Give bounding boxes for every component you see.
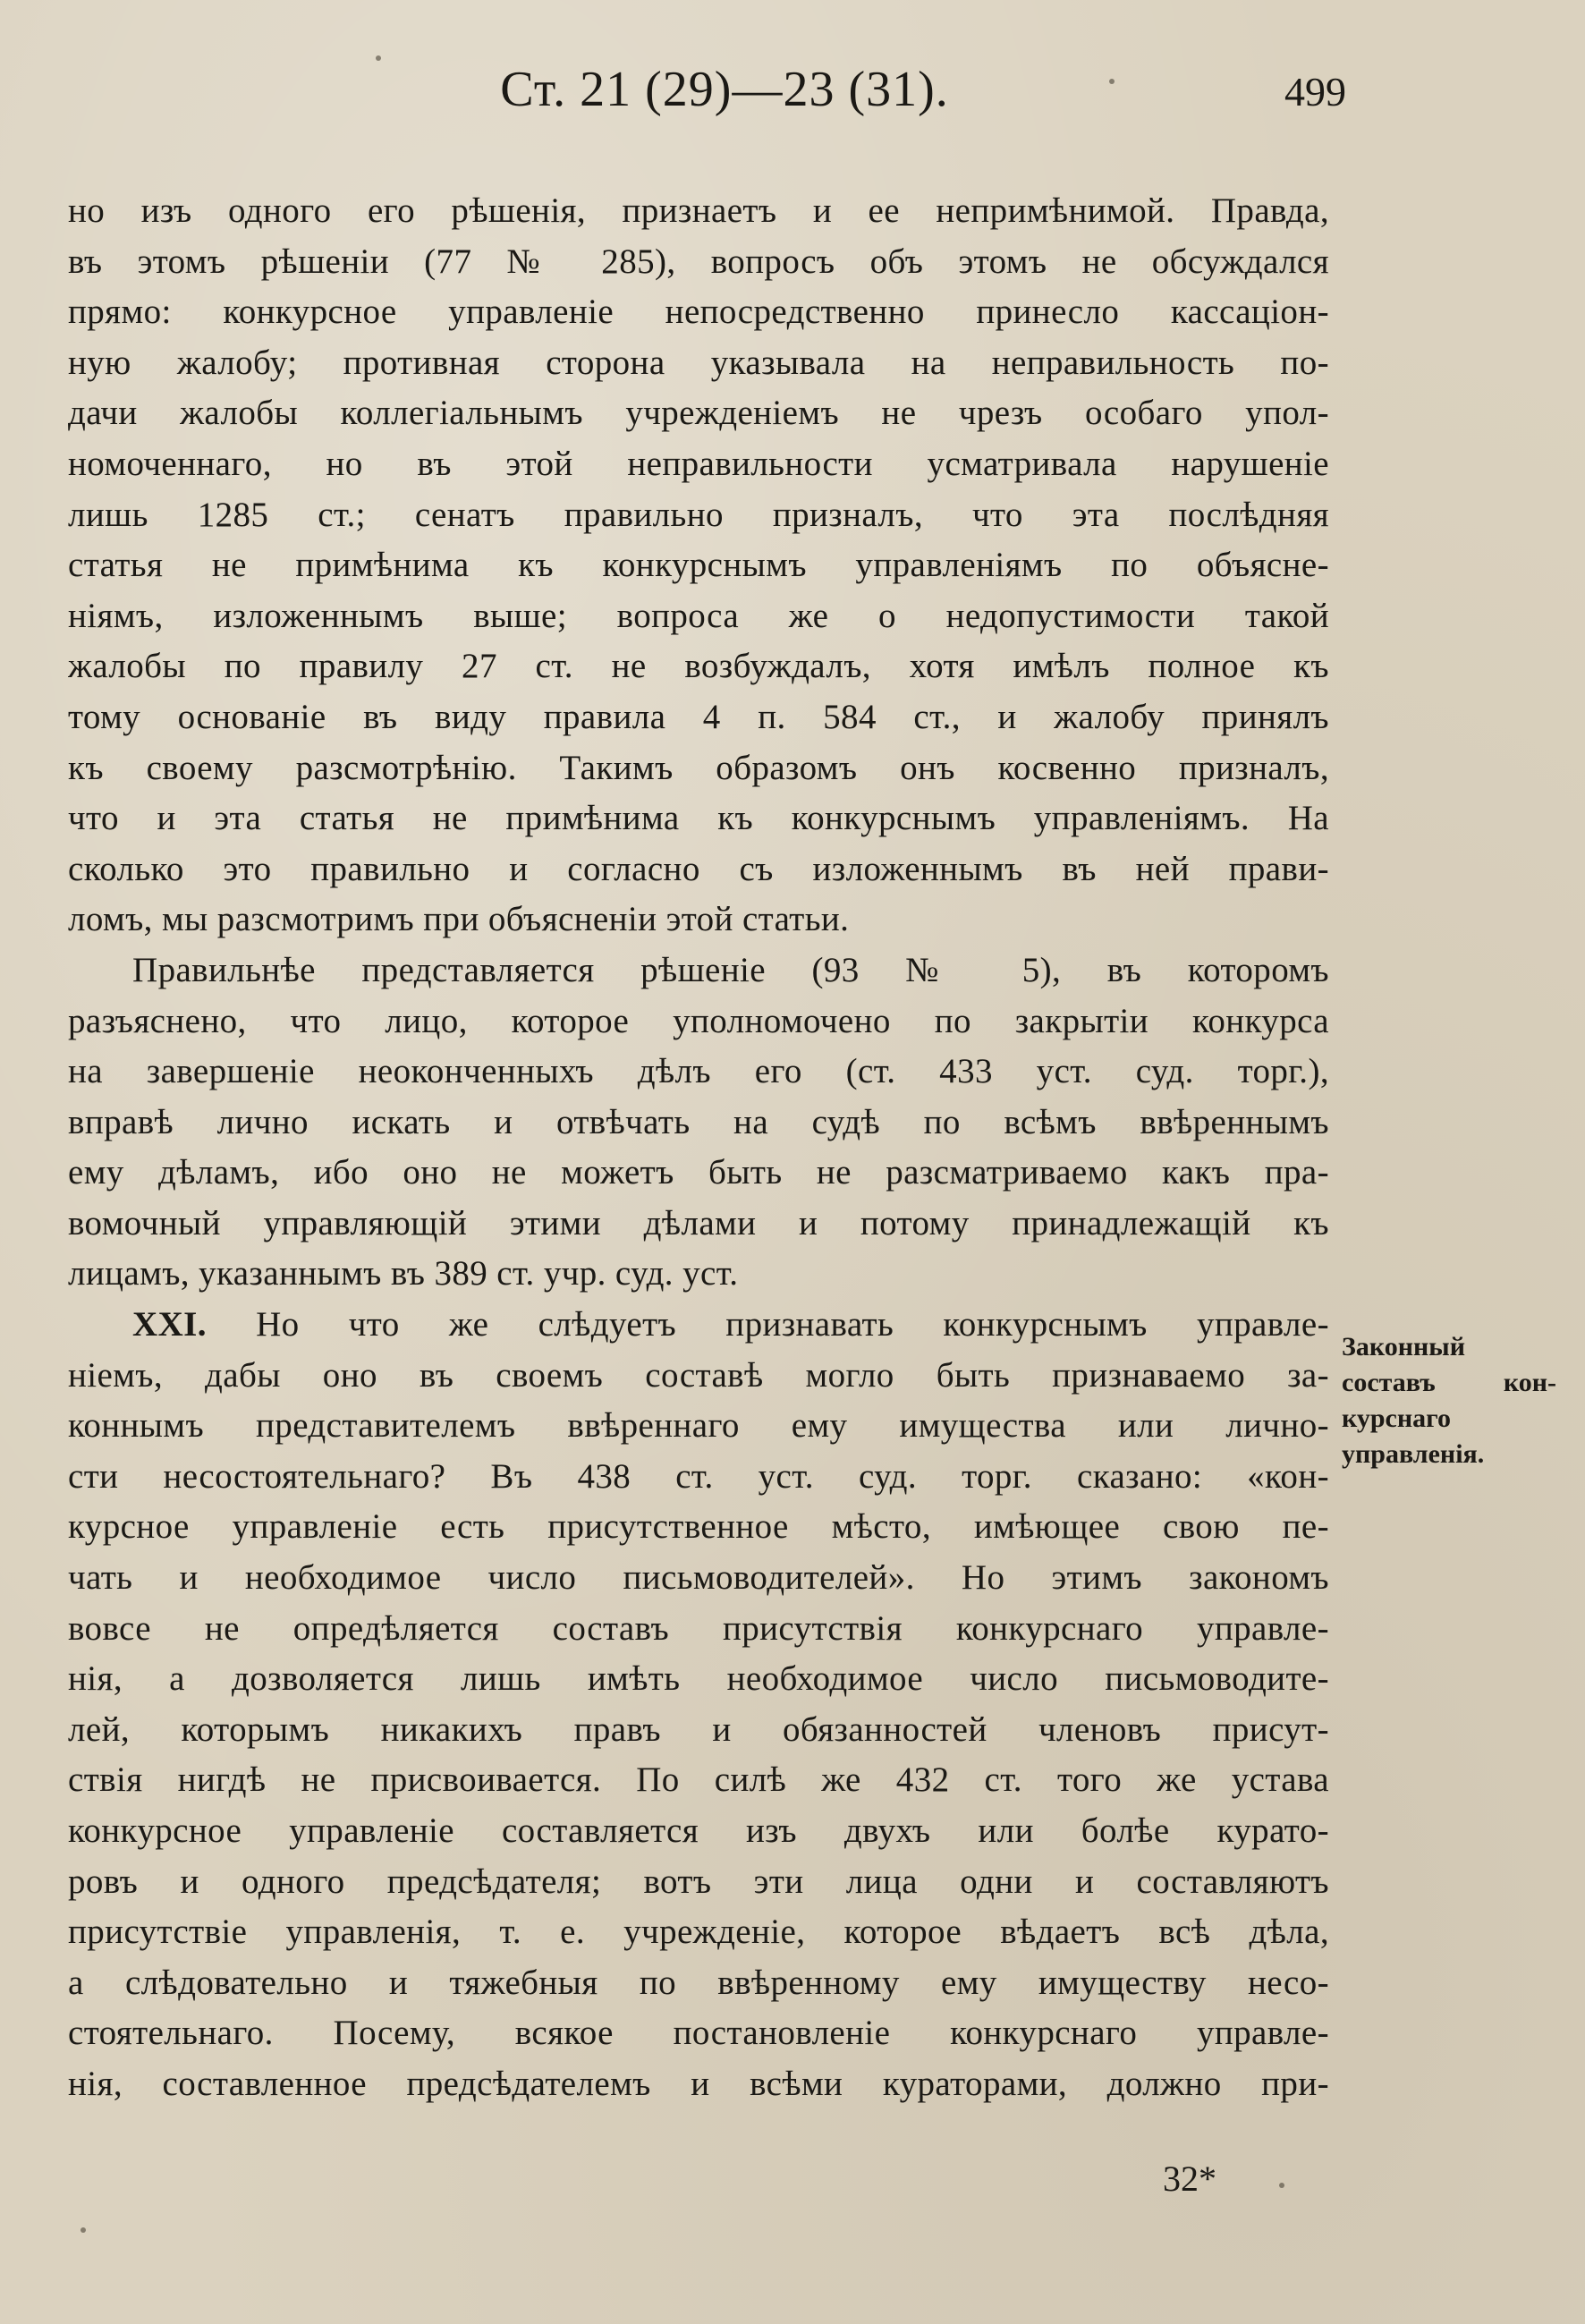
text-line: номоченнаго, но въ этой неправильности усматривала нарушеніе: [68, 444, 1329, 483]
text-line: стоятельнаго. Посему, всякое постановленіе конкурснаго управле-: [68, 2014, 1329, 2053]
text-line: ніямъ, изложеннымъ выше; вопроса же о недопустимости такой: [68, 596, 1329, 635]
text-line: вовсе не опредѣляется составъ присутствія конкурснаго управле-: [68, 1608, 1329, 1648]
text-line: коннымъ представителемъ ввѣреннаго ему имущества или лично-: [68, 1406, 1329, 1446]
text-line: къ своему разсмотрѣнію. Такимъ образомъ онъ косвенно призналъ,: [68, 748, 1329, 787]
text-line: на завершеніе неоконченныхъ дѣлъ его (ст. 433 уст. суд. торг.),: [68, 1052, 1329, 1091]
main-text: [68, 186, 1329, 2110]
text-line: вправѣ лично искать и отвѣчать на судѣ по всѣмъ ввѣреннымъ: [68, 1102, 1329, 1141]
text-line: чать и необходимое число письмоводителей». Но этимъ закономъ: [68, 1558, 1329, 1598]
text-line: ніемъ, дабы оно въ своемъ составѣ могло быть признаваемо за-: [68, 1355, 1329, 1395]
text-line: сколько это правильно и согласно съ изложеннымъ въ ней прави-: [68, 849, 1329, 888]
text-line: что и эта статья не примѣнима къ конкурснымъ управленіямъ. На: [68, 799, 1329, 838]
text-line: а слѣдовательно и тяжебныя по ввѣренному ему имуществу несо-: [68, 1963, 1329, 2002]
text-line: присутствіе управленія, т. е. учрежденіе, которое вѣдаетъ всѣ дѣла,: [68, 1913, 1329, 1952]
page-number: 499: [1284, 69, 1346, 115]
text-line: нія, а дозволяется лишь имѣть необходимое число письмоводите-: [68, 1659, 1329, 1699]
paper-speck: [376, 55, 381, 61]
text-line: но изъ одного его рѣшенія, признаетъ и ее непримѣнимой. Правда,: [68, 191, 1329, 230]
margin-note-line: курснаго: [1342, 1404, 1452, 1433]
page-header: [0, 61, 1585, 141]
text-line: прямо: конкурсное управленіе непосредственно принесло кассаціон-: [68, 293, 1329, 332]
section-first-line: [68, 1300, 1329, 1351]
text-line: жалобы по правилу 27 ст. не возбуждалъ, хотя имѣлъ полное къ: [68, 647, 1329, 686]
paper-speck: [81, 2227, 86, 2233]
text-line: Правильнѣе представляется рѣшеніе (93 № 5), въ которомъ: [132, 950, 1329, 989]
text-line: ную жалобу; противная сторона указывала на неправильность по-: [68, 343, 1329, 382]
text-line: лицамъ, указаннымъ въ 389 ст. учр. суд. уст.: [68, 1254, 739, 1293]
text-line: лишь 1285 ст.; сенатъ правильно призналъ, что эта послѣдняя: [68, 495, 1329, 534]
paper-speck: [1279, 2183, 1284, 2188]
text-line: ему дѣламъ, ибо оно не можетъ быть не разсматриваемо какъ пра-: [68, 1153, 1329, 1192]
paper-speck: [1109, 79, 1115, 84]
margin-note-line: составъ кон-: [1342, 1368, 1556, 1397]
text-line: конкурсное управленіе составляется изъ двухъ или болѣе курато-: [68, 1811, 1329, 1850]
text-line: дачи жалобы коллегіальнымъ учрежденіемъ не чрезъ особаго упол-: [68, 394, 1329, 433]
text-line: ствія нигдѣ не присвоивается. По силѣ же 432 ст. того же устава: [68, 1760, 1329, 1800]
text-line: статья не примѣнима къ конкурснымъ управленіямъ по объясне-: [68, 546, 1329, 585]
margin-note: [1342, 1329, 1556, 1472]
margin-note-line: Законный: [1342, 1332, 1466, 1361]
text-line: тому основаніе въ виду правила 4 п. 584 ст., и жалобу принялъ: [68, 697, 1329, 736]
text-line: ломъ, мы разсмотримъ при объясненіи этой статьи.: [68, 900, 850, 939]
text-line: курсное управленіе есть присутственное мѣсто, имѣющее свою пе-: [68, 1507, 1329, 1547]
section-number: XXI.: [132, 1305, 207, 1344]
text-line: нія, составленное предсѣдателемъ и всѣми кураторами, должно при-: [68, 2064, 1329, 2103]
running-head: Ст. 21 (29)—23 (31).: [500, 62, 949, 117]
text-line: лей, которымъ никакихъ правъ и обязанностей членовъ присут-: [68, 1709, 1329, 1749]
printer-signature-mark: 32*: [1163, 2159, 1216, 2199]
text-line: ровъ и одного предсѣдателя; вотъ эти лица одни и составляютъ: [68, 1862, 1329, 1901]
margin-note-line: управленія.: [1342, 1439, 1485, 1469]
text-line: сти несостоятельнаго? Въ 438 ст. уст. суд. торг. сказано: «кон-: [68, 1456, 1329, 1496]
text-line: разъяснено, что лицо, которое уполномочено по закрытіи конкурса: [68, 1001, 1329, 1040]
text-line: Но что же слѣдуетъ признавать конкурснымъ управле-: [256, 1305, 1329, 1344]
text-line: вомочный управляющій этими дѣлами и потому принадлежащій къ: [68, 1203, 1329, 1243]
text-line: въ этомъ рѣшеніи (77 № 285), вопросъ объ этомъ не обсуждался: [68, 242, 1329, 281]
